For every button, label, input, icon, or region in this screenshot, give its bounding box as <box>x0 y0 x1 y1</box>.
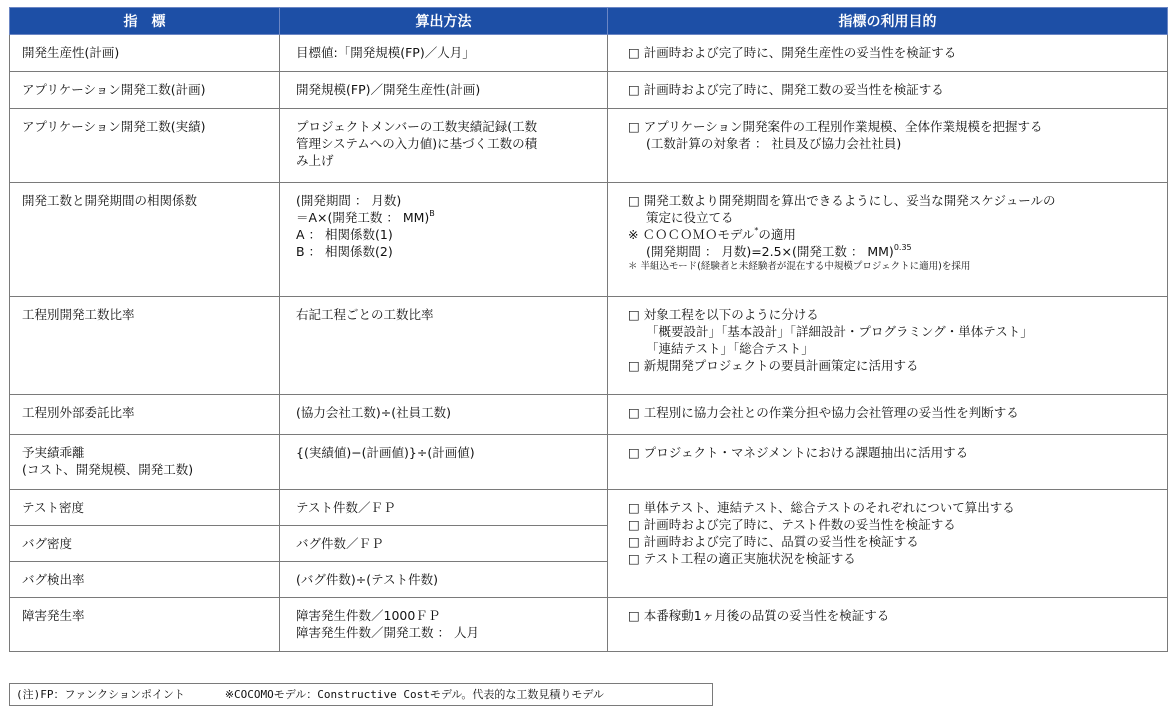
method-cell <box>280 562 608 598</box>
method-text: プロジェクトメンバーの工数実績記録(工数 <box>296 119 538 134</box>
table-header-row <box>10 8 1168 35</box>
header-method: 算出方法 <box>280 8 608 35</box>
header-purpose: 指標の利用目的 <box>608 8 1168 35</box>
metric-cell <box>10 35 280 72</box>
metric-cell <box>10 598 280 652</box>
purpose-text: □ 工程別に協力会社との作業分担や協力会社管理の妥当性を判断する <box>628 405 1019 420</box>
method-cell <box>280 395 608 435</box>
purpose-cell <box>608 297 1168 395</box>
test-group-purpose-cell <box>608 490 1168 598</box>
purpose-text: □ プロジェクト・マネジメントにおける課題抽出に活用する <box>628 445 969 460</box>
table-row <box>10 490 1168 526</box>
method-text: (バグ件数)÷(テスト件数) <box>296 572 438 587</box>
metrics-table <box>9 7 1168 652</box>
purpose-text: □ テスト工程の適正実施状況を検証する <box>628 551 856 566</box>
metric-cell <box>10 435 280 490</box>
purpose-cell <box>608 35 1168 72</box>
footnote <box>9 683 713 706</box>
header-metric: 指 標 <box>10 8 280 35</box>
table-row <box>10 297 1168 395</box>
method-formula-line <box>296 209 597 226</box>
method-text: バグ件数／ＦＰ <box>296 536 384 551</box>
table-row <box>10 395 1168 435</box>
method-cell <box>280 490 608 526</box>
purpose-text: 「連結テスト」「総合テスト」 <box>646 341 814 356</box>
table-row <box>10 109 1168 183</box>
method-text: (協力会社工数)÷(社員工数) <box>296 405 451 420</box>
method-cell <box>280 183 608 297</box>
purpose-text: (開発期間 ： 月数)=2.5×(開発工数 ： MM) <box>646 244 894 259</box>
metric-label: バグ検出率 <box>22 572 85 587</box>
method-text: 目標値:「開発規模(FP)／人月」 <box>296 45 475 60</box>
metric-label: 予実績乖離 <box>22 445 85 460</box>
method-text: テスト件数／ＦＰ <box>296 500 396 515</box>
purpose-text: □ 計画時および完了時に、品質の妥当性を検証する <box>628 534 919 549</box>
method-cell <box>280 35 608 72</box>
purpose-text: □ 計画時および完了時に、テスト件数の妥当性を検証する <box>628 517 956 532</box>
purpose-cell <box>608 435 1168 490</box>
purpose-text: □ 計画時および完了時に、開発生産性の妥当性を検証する <box>628 45 957 60</box>
metric-cell <box>10 109 280 183</box>
metric-label: (コスト、開発規模、開発工数) <box>22 462 194 477</box>
asterisk-mark: * <box>754 226 759 235</box>
metric-label: テスト密度 <box>22 500 85 515</box>
method-cell <box>280 526 608 562</box>
purpose-text: 策定に役立てる <box>646 210 734 225</box>
purpose-text: □ 単体テスト、連結テスト、総合テストのそれぞれについて算出する <box>628 500 1015 515</box>
purpose-text: □ 新規開発プロジェクトの要員計画策定に活用する <box>628 358 919 373</box>
metric-cell <box>10 183 280 297</box>
table-row <box>10 435 1168 490</box>
purpose-cell <box>608 109 1168 183</box>
method-text: 障害発生件数／1000ＦＰ <box>296 608 441 623</box>
purpose-text: (工数計算の対象者 ： 社員及び協力会社社員) <box>646 136 902 151</box>
method-cell <box>280 598 608 652</box>
purpose-text: ※ ＣＯＣＯＭＯモデル <box>628 227 755 242</box>
purpose-cell <box>608 395 1168 435</box>
purpose-cell <box>608 72 1168 109</box>
purpose-text: の適用 <box>758 227 796 242</box>
table-row <box>10 72 1168 109</box>
metric-cell <box>10 72 280 109</box>
metric-cell <box>10 297 280 395</box>
method-text: A ： 相関係数(1) <box>296 227 393 242</box>
cocomo-formula-line <box>628 243 1157 260</box>
table-row <box>10 598 1168 652</box>
method-text: 開発規模(FP)／開発生産性(計画) <box>296 82 481 97</box>
method-text: ＝A×(開発工数 ： MM) <box>296 210 430 225</box>
method-text: 障害発生件数／開発工数 ： 人月 <box>296 625 479 640</box>
purpose-text: □ 開発工数より開発期間を算出できるようにし、妥当な開発スケジュールの <box>628 193 1056 208</box>
purpose-cell <box>608 598 1168 652</box>
metric-cell <box>10 490 280 526</box>
method-cell <box>280 72 608 109</box>
method-text: B ： 相関係数(2) <box>296 244 393 259</box>
purpose-text: □ アプリケーション開発案件の工程別作業規模、全体作業規模を把握する <box>628 119 1043 134</box>
metric-label: バグ密度 <box>22 536 73 551</box>
purpose-text: □ 本番稼動1ヶ月後の品質の妥当性を検証する <box>628 608 890 623</box>
metric-cell <box>10 562 280 598</box>
method-cell <box>280 109 608 183</box>
footnote-fp: (注)FP：ファンクションポイント <box>16 688 185 701</box>
metric-cell <box>10 526 280 562</box>
exponent-value: 0.35 <box>893 243 912 252</box>
metric-label: アプリケーション開発工数(計画) <box>22 82 206 97</box>
purpose-text: □ 計画時および完了時に、開発工数の妥当性を検証する <box>628 82 944 97</box>
table-row <box>10 35 1168 72</box>
metric-label: 開発工数と開発期間の相関係数 <box>22 193 198 208</box>
method-text: み上げ <box>296 153 334 168</box>
exponent-b: B <box>429 209 435 218</box>
purpose-cell <box>608 183 1168 297</box>
footnote-cocomo: ※COCOMOモデル：Constructive Costモデル。代表的な工数見積りモデル <box>224 688 604 701</box>
metric-label: 工程別開発工数比率 <box>22 307 135 322</box>
metric-cell <box>10 395 280 435</box>
method-text: (開発期間 ： 月数) <box>296 193 402 208</box>
purpose-note: ＊ 半組込モード(経験者と未経験者が混在する中規模プロジェクトに適用)を採用 <box>628 261 971 272</box>
cocomo-line <box>628 226 1157 243</box>
method-text: 右記工程ごとの工数比率 <box>296 307 434 322</box>
purpose-text: □ 対象工程を以下のように分ける <box>628 307 819 322</box>
table-row <box>10 183 1168 297</box>
method-cell <box>280 297 608 395</box>
metric-label: 障害発生率 <box>22 608 85 623</box>
method-text: {(実績値)−(計画値)}÷(計画値) <box>296 445 475 460</box>
metric-label: 開発生産性(計画) <box>22 45 120 60</box>
metric-label: 工程別外部委託比率 <box>22 405 135 420</box>
method-text: 管理システムへの入力値)に基づく工数の積 <box>296 136 538 151</box>
method-cell <box>280 435 608 490</box>
purpose-text: 「概要設計」「基本設計」「詳細設計・プログラミング・単体テスト」 <box>646 324 1033 339</box>
metric-label: アプリケーション開発工数(実績) <box>22 119 206 134</box>
